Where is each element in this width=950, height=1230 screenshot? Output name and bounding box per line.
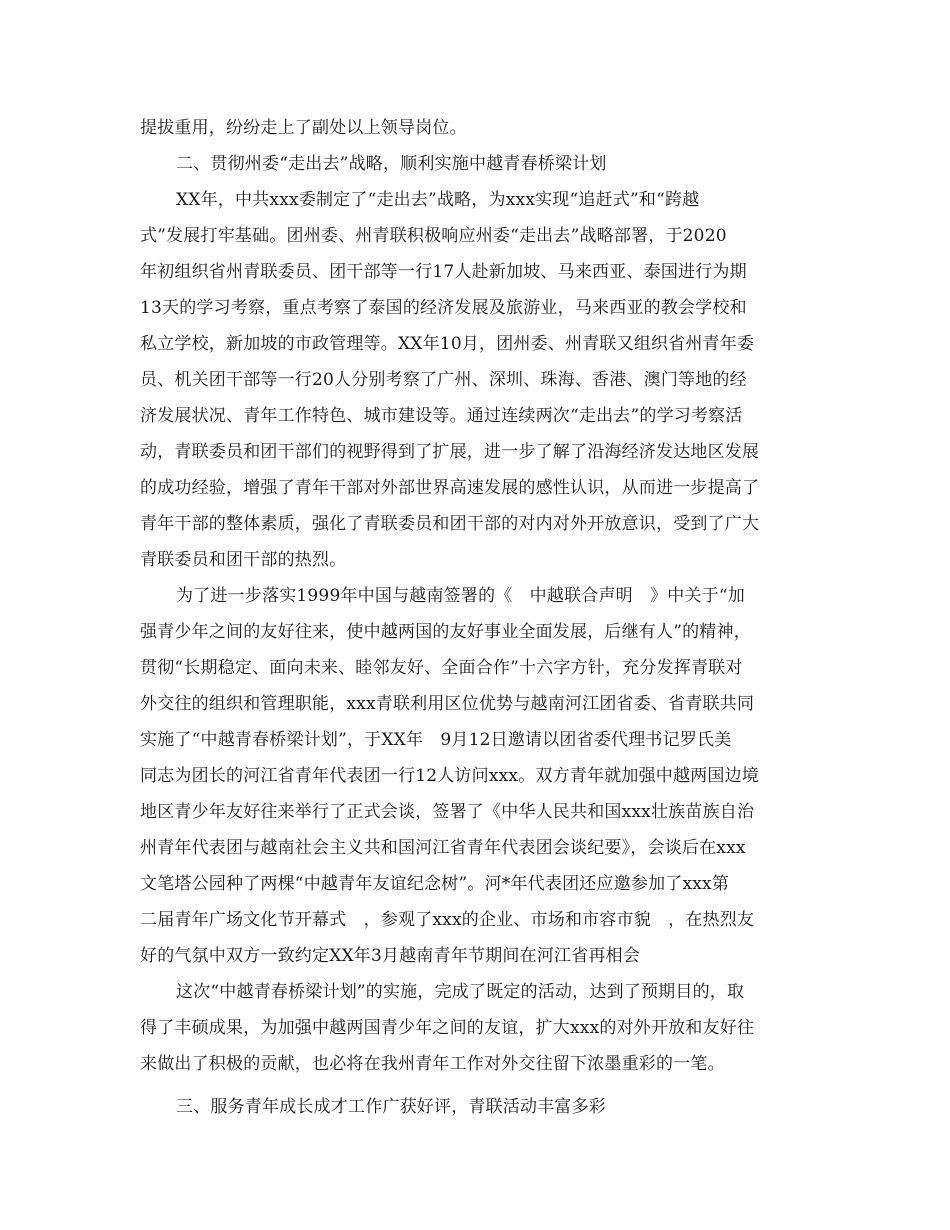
text-line: 得了丰硕成果，为加强中越两国青少年之间的友谊，扩大xxx的对外开放和友好往 xyxy=(140,1018,755,1038)
text-line: 贯彻“长期稳定、面向未来、睦邻友好、全面合作”十六字方针，充分发挥青联对 xyxy=(140,658,743,678)
text-line: 文笔塔公园种了两棵“中越青年友谊纪念树”。河*年代表团还应邀参加了xxx第 xyxy=(140,874,730,894)
text-line: 济发展状况、青年工作特色、城市建设等。通过连续两次“走出去”的学习考察活 xyxy=(140,406,743,426)
text-line: 实施了“中越青春桥梁计划”，于XX年 9月12日邀请以团省委代理书记罗氏美 xyxy=(140,730,732,750)
section-heading: 二、贯彻州委“走出去”战略，顺利实施中越青春桥梁计划 xyxy=(176,154,607,174)
text-line: 这次“中越青春桥梁计划”的实施，完成了既定的活动，达到了预期目的，取 xyxy=(176,982,745,1002)
text-line: 私立学校，新加坡的市政管理等。XX年10月，团州委、州青联又组织省州青年委 xyxy=(140,334,755,354)
text-line: 外交往的组织和管理职能，xxx青联利用区位优势与越南河江团省委、省青联共同 xyxy=(140,694,755,714)
text-line: 年初组织省州青联委员、团干部等一行17人赴新加坡、马来西亚、泰国进行为期 xyxy=(140,262,747,282)
text-line: 员、机关团干部等一行20人分别考察了广州、深圳、珠海、香港、澳门等地的经 xyxy=(140,370,747,390)
text-line: XX年，中共xxx委制定了“走出去”战略，为xxx实现“追赶式”和“跨越 xyxy=(176,190,700,210)
text-line: 好的气氛中双方一致约定XX年3月越南青年节期间在河江省再相会 xyxy=(140,946,641,966)
text-line: 提拔重用，纷纷走上了副处以上领导岗位。 xyxy=(140,118,467,138)
text-line: 为了进一步落实1999年中国与越南签署的《 中越联合声明 》中关于“加 xyxy=(176,586,745,606)
text-line: 州青年代表团与越南社会主义共和国河江省青年代表团会谈纪要》，会谈后在xxx xyxy=(140,838,746,858)
text-line: 的成功经验，增强了青年干部对外部世界高速发展的感性认识，从而进一步提高了 xyxy=(140,478,760,498)
text-line: 式”发展打牢基础。团州委、州青联积极响应州委“走出去”战略部署，于2020 xyxy=(140,226,727,246)
text-line: 同志为团长的河江省青年代表团一行12人访问xxx。双方青年就加强中越两国边境 xyxy=(140,766,759,786)
text-line: 强青少年之间的友好往来，使中越两国的友好事业全面发展，后继有人”的精神， xyxy=(140,622,751,642)
text-line: 来做出了积极的贡献，也必将在我州青年工作对外交往留下浓墨重彩的一笔。 xyxy=(140,1054,725,1074)
section-heading: 三、服务青年成长成才工作广获好评，青联活动丰富多彩 xyxy=(176,1097,606,1117)
text-line: 13天的学习考察，重点考察了泰国的经济发展及旅游业，马来西亚的教会学校和 xyxy=(140,298,747,318)
text-line: 地区青少年友好往来举行了正式会谈，签署了《中华人民共和国xxx壮族苗族自治 xyxy=(140,802,755,822)
text-line: 青联委员和团干部的热烈。 xyxy=(140,550,347,570)
text-line: 二届青年广场文化节开幕式 ，参观了xxx的企业、市场和市容市貌 ，在热烈友 xyxy=(140,910,755,930)
text-line: 青年干部的整体素质，强化了青联委员和团干部的对内对外开放意识，受到了广大 xyxy=(140,514,760,534)
text-line: 动，青联委员和团干部们的视野得到了扩展，进一步了解了沿海经济发达地区发展 xyxy=(140,442,760,462)
